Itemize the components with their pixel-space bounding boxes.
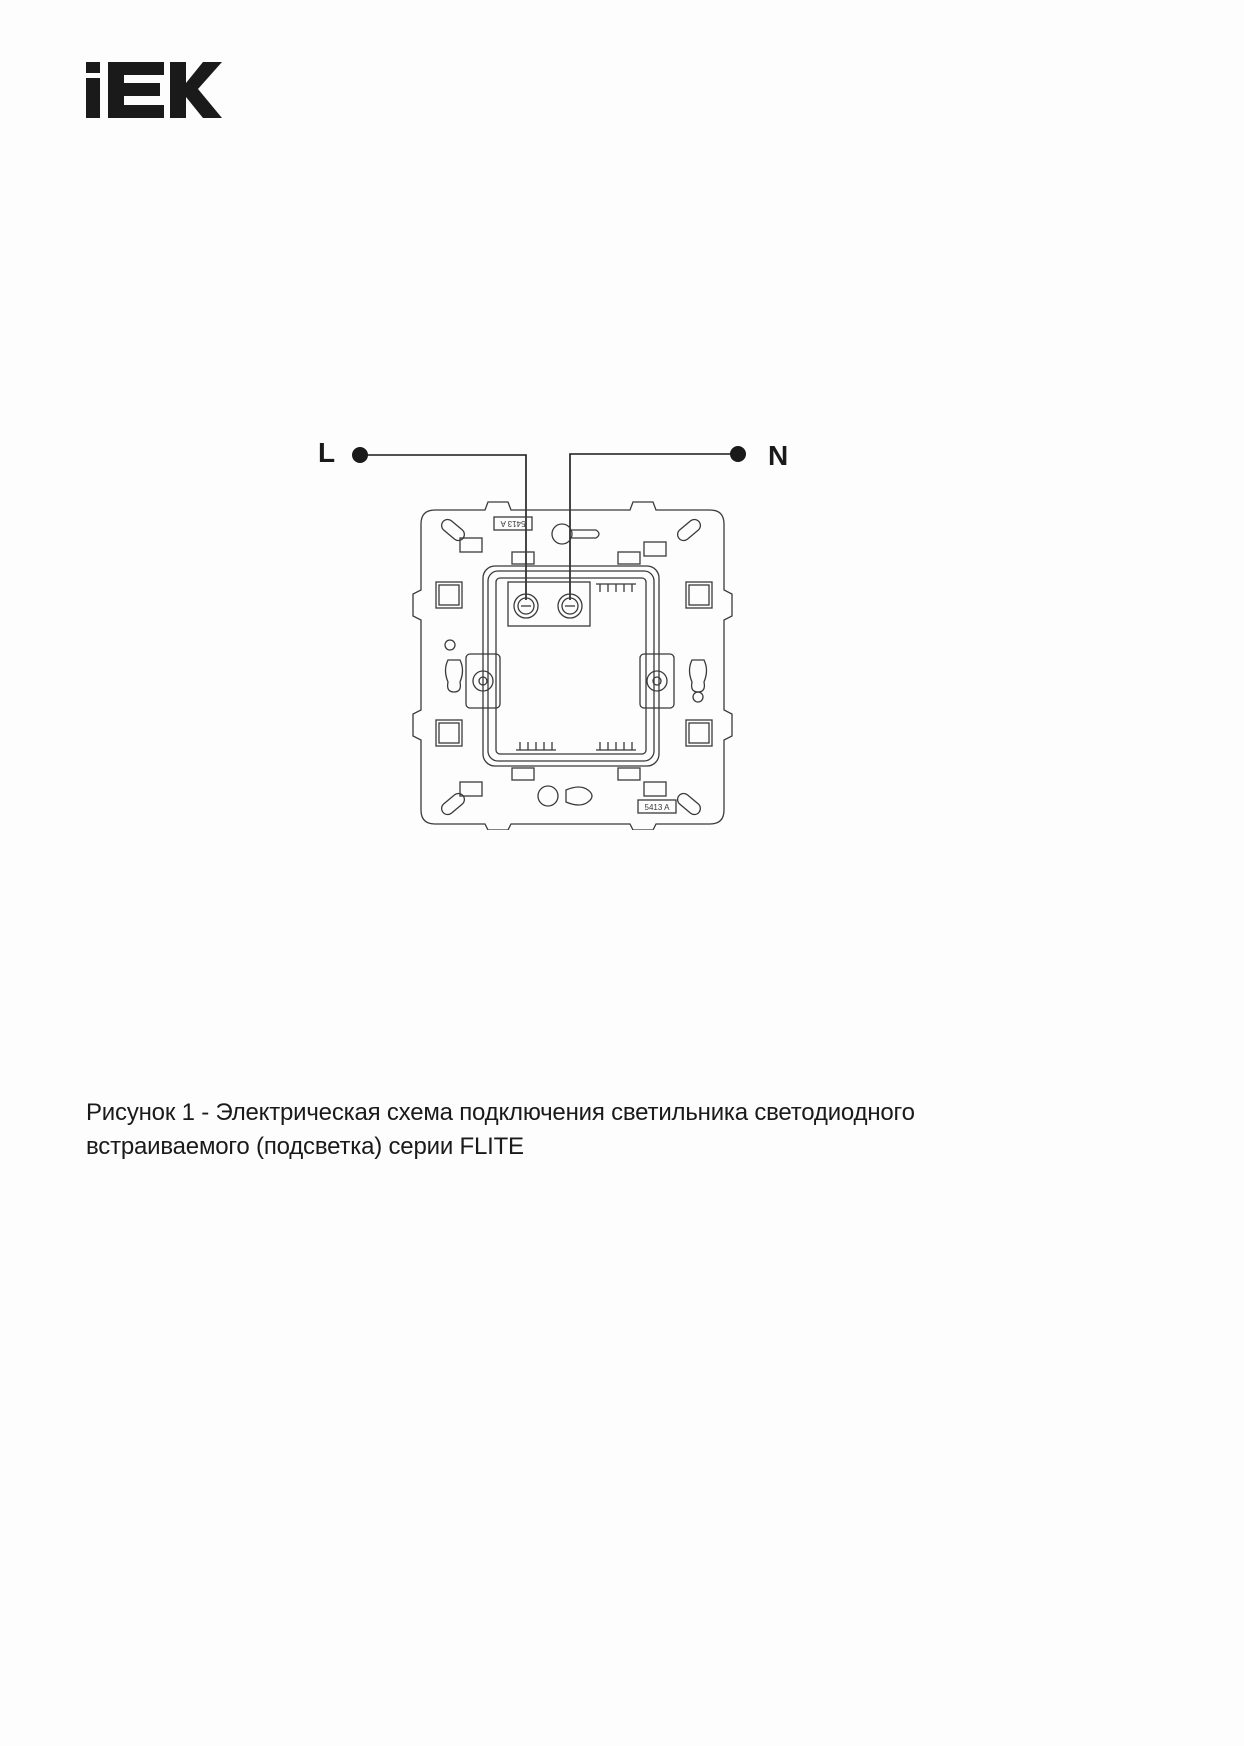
iek-logo <box>86 62 222 118</box>
terminal-label-n: N <box>768 440 789 471</box>
figure-caption <box>86 1096 1086 1164</box>
plate-code-bottom: 5413 A <box>644 803 670 812</box>
caption-line-1: Рисунок 1 - Электрическая схема подключения светильника светодиодного <box>86 1099 915 1126</box>
terminal-label-l: L <box>318 437 336 468</box>
plate-code-top: 5413 A <box>500 519 526 528</box>
wiring-diagram <box>300 420 820 830</box>
caption-line-2: встраиваемого (подсветка) серии FLITE <box>86 1133 524 1160</box>
mounting-plate <box>413 502 732 830</box>
